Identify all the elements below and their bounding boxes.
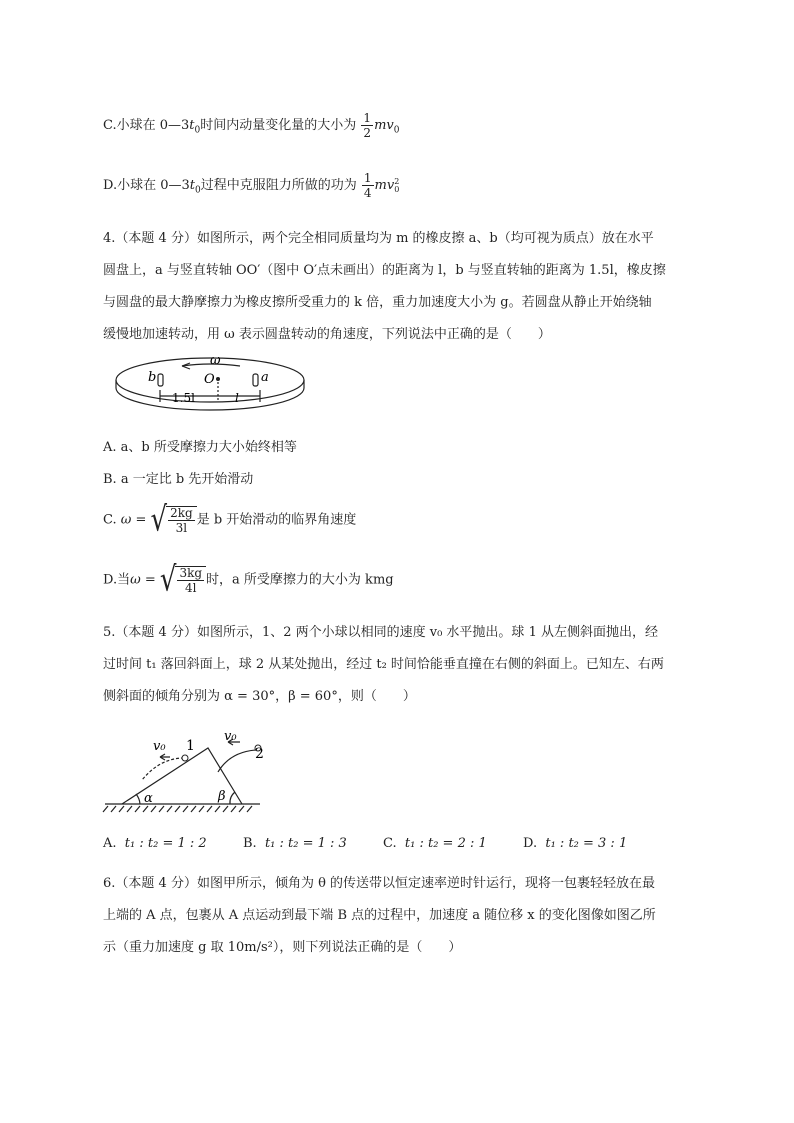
- svg-text:2: 2: [255, 746, 264, 762]
- q5-stem-line-2: 过时间 t₁ 落回斜面上，球 2 从某处抛出，经过 t₂ 时间恰能垂直撞在右侧的斜面上。已知左、右两: [103, 657, 664, 672]
- q3-option-d: D.小球在 $0—3t_0$过程中克服阻力所做的功为 $\frac{1}{4}$ mv 2 0: [103, 171, 400, 200]
- sqrt-expression: √ $\frac{3kg}{4l}$: [160, 566, 206, 594]
- svg-text:α: α: [144, 791, 153, 806]
- svg-text:b: b: [148, 370, 157, 385]
- eraser-a: [253, 374, 258, 386]
- q4-stem-line-4: 缓慢地加速转动，用 ω 表示圆盘转动的角速度，下列说法中正确的是（ ）: [103, 327, 551, 342]
- svg-text:v₀: v₀: [224, 729, 237, 744]
- q4-option-b: B. a 一定比 b 先开始滑动: [103, 472, 254, 487]
- q4-stem-line-2: 圆盘上，a 与竖直转轴 OO′（图中 O′点未画出）的距离为 l，b 与竖直转轴的距离为 1.5l，橡皮擦: [103, 263, 666, 278]
- svg-text:1: 1: [186, 738, 195, 754]
- svg-text:O: O: [204, 372, 215, 387]
- eraser-b: [158, 374, 163, 386]
- q6-stem-line-1: 6.（本题 4 分）如图甲所示，倾角为 θ 的传送带以恒定速率逆时针运行，现将一包裹轻轻放在最: [103, 876, 656, 891]
- q4-option-d: D.当ω = √ $\frac{3kg}{4l}$ 时，a 所受摩擦力的大小为 kmg: [103, 560, 394, 600]
- beta-arc: [230, 792, 235, 804]
- ball2-trajectory: [218, 750, 256, 772]
- q5-stem-line-3: 侧斜面的倾角分别为 α = 30°，β = 60°，则（ ）: [103, 689, 416, 704]
- svg-text:ω: ω: [210, 353, 221, 368]
- center-point: [216, 377, 220, 381]
- q5-option-a: A. t₁ : t₂ = 1 : 2: [103, 836, 207, 851]
- q5-option-d: D. t₁ : t₂ = 3 : 1: [523, 836, 628, 851]
- q5-option-b: B. t₁ : t₂ = 1 : 3: [243, 836, 347, 851]
- q4-stem-line-1: 4.（本题 4 分）如图所示，两个完全相同质量均为 m 的橡皮擦 a、b（均可视为质点）放在水平: [103, 231, 654, 246]
- q5-option-c: C. t₁ : t₂ = 2 : 1: [383, 836, 487, 851]
- ground-hatching: [103, 806, 252, 812]
- q3-option-c: C.小球在 $0—3t_0$时间内动量变化量的大小为 $\frac{1}{2}$ $mv_0$: [103, 111, 400, 140]
- svg-text:1.5l: 1.5l: [172, 391, 195, 405]
- q6-stem-line-2: 上端的 A 点，包裹从 A 点运动到最下端 B 点的过程中，加速度 a 随位移 x 的变化图像如图乙所: [103, 908, 656, 923]
- q4-option-c: C. ω = √ $\frac{2kg}{3l}$ 是 b 开始滑动的临界角速度: [103, 500, 357, 540]
- q4-stem-line-3: 与圆盘的最大静摩擦力为橡皮擦所受重力的 k 倍，重力加速度大小为 g。若圆盘从静止开始绕轴: [103, 295, 652, 310]
- svg-text:l: l: [235, 391, 239, 405]
- q6-stem-line-3: 示（重力加速度 g 取 10m/s²），则下列说法正确的是（ ）: [103, 940, 462, 955]
- ball-1: [182, 755, 188, 761]
- svg-text:a: a: [261, 370, 269, 385]
- alpha-arc: [136, 794, 140, 804]
- fraction: $\frac{1}{4}$: [363, 171, 372, 200]
- q4-option-a: A. a、b 所受摩擦力大小始终相等: [103, 440, 297, 455]
- q5-slope-figure: [100, 728, 270, 814]
- svg-text:v₀: v₀: [153, 739, 166, 754]
- v0-arrow-left: [160, 754, 170, 760]
- q5-stem-line-1: 5.（本题 4 分）如图所示，1、2 两个小球以相同的速度 v₀ 水平抛出。球 1 从左侧斜面抛出，经: [103, 625, 658, 640]
- q4-disk-figure: [110, 352, 310, 417]
- sqrt-expression: √ $\frac{2kg}{3l}$: [151, 506, 197, 534]
- fraction: $\frac{1}{2}$: [363, 111, 372, 140]
- svg-text:β: β: [218, 789, 226, 804]
